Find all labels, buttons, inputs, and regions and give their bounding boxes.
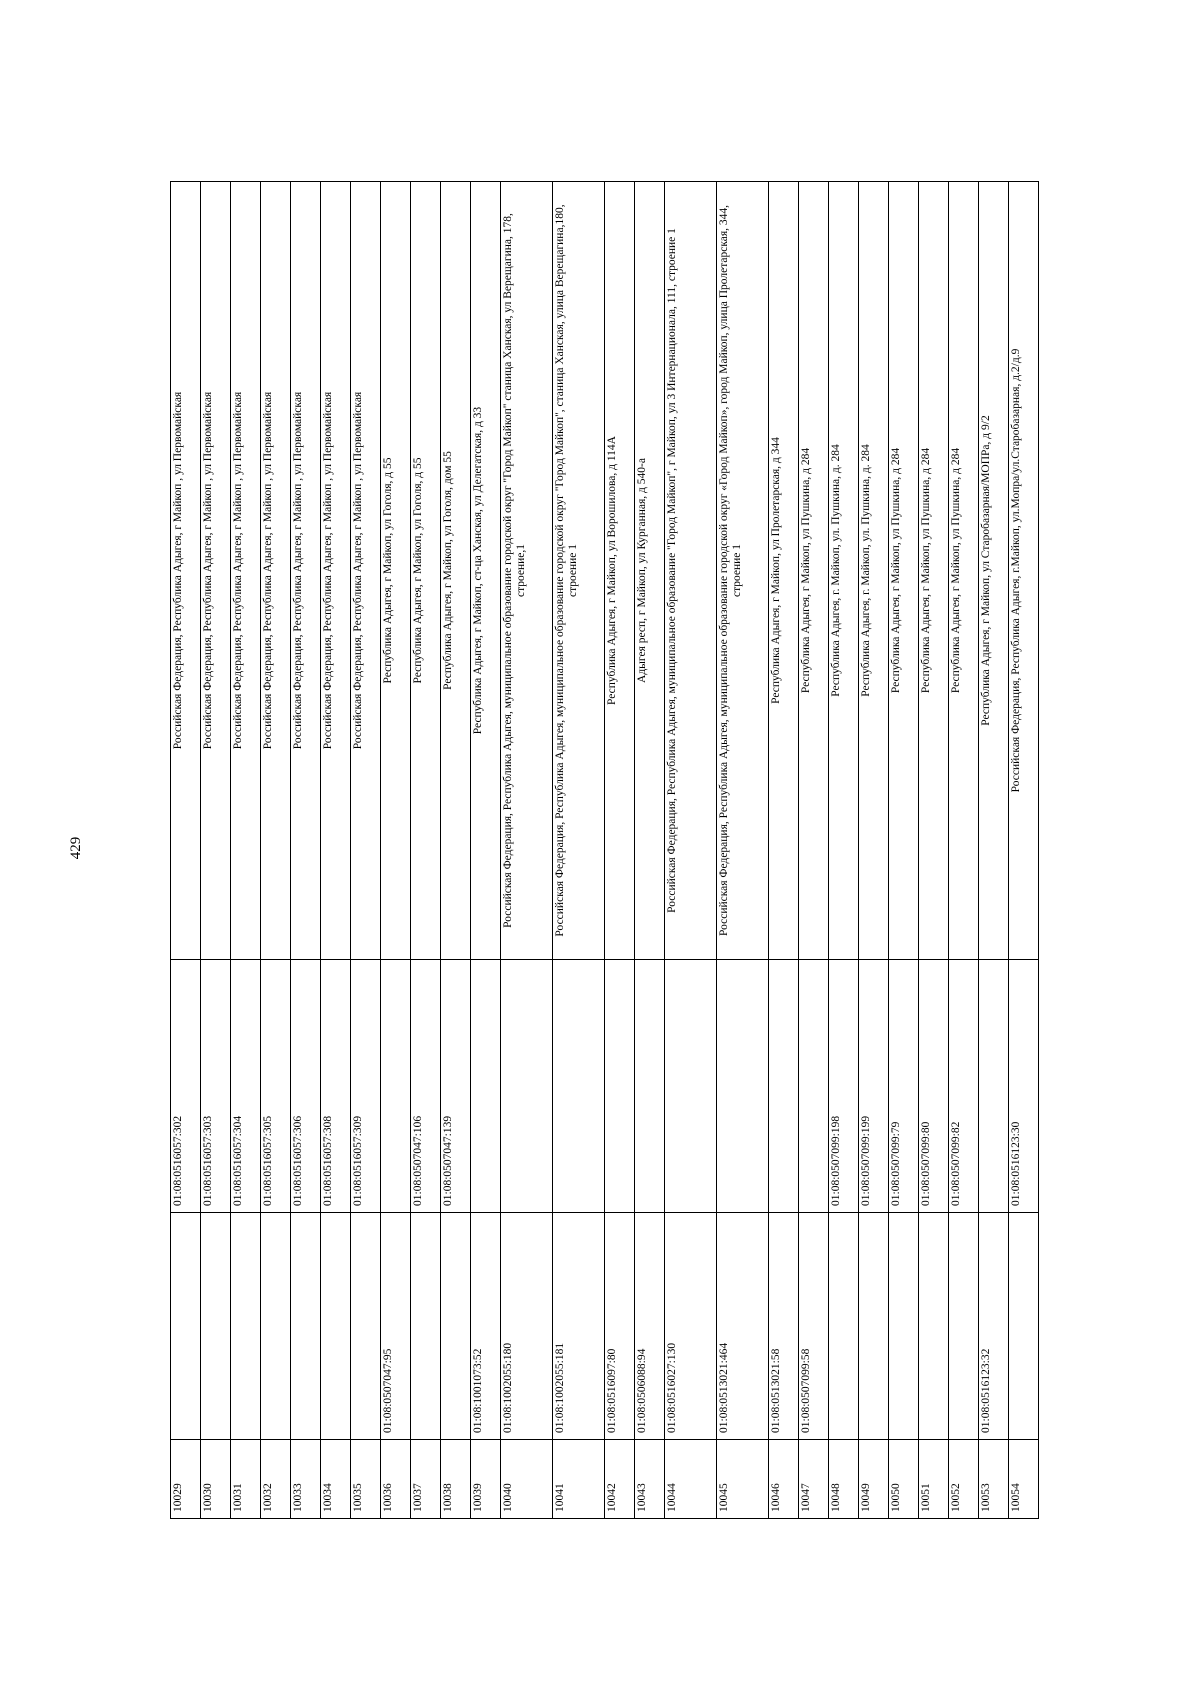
- row-number-cell: 10047: [799, 1440, 829, 1519]
- address-cell: Российская Федерация, Республика Адыгея, г Майкоп , ул Первомайская: [231, 182, 261, 960]
- row-number-cell: 10036: [381, 1440, 411, 1519]
- related-cadastral-number-cell: 01:08:0516057:306: [291, 960, 321, 1213]
- cadastral-number-cell: [411, 1213, 441, 1440]
- address-cell: Республика Адыгея, г Майкоп, ул Пролетарская, д 344: [769, 182, 799, 960]
- table-row: [635, 182, 665, 1519]
- table-row: [979, 182, 1009, 1519]
- row-number-cell: 10054: [1009, 1440, 1039, 1519]
- row-number-cell: 10033: [291, 1440, 321, 1519]
- page-number: 429: [68, 836, 84, 860]
- cadastral-number-cell: 01:08:0516123:32: [979, 1213, 1009, 1440]
- row-number-cell: 10038: [441, 1440, 471, 1519]
- table-row: [471, 182, 501, 1519]
- table-row: [605, 182, 635, 1519]
- row-number-cell: 10049: [859, 1440, 889, 1519]
- cadastral-number-cell: [261, 1213, 291, 1440]
- address-cell: Российская Федерация, Республика Адыгея, г.Майкоп, ул.Мопра/ул.Старобазарная, д.2/д.9: [1009, 182, 1039, 960]
- address-cell: Российская Федерация, Республика Адыгея, муниципальное образование городской округ "Город Майкоп" станица Ханская, ул Верещагина, 178, строение,1: [501, 182, 553, 960]
- related-cadastral-number-cell: 01:08:0507047:139: [441, 960, 471, 1213]
- table-row: [291, 182, 321, 1519]
- row-number-cell: 10029: [171, 1440, 201, 1519]
- table-row: [889, 182, 919, 1519]
- row-number-cell: 10043: [635, 1440, 665, 1519]
- address-cell: Республика Адыгея, г Майкоп, ул Ворошилова, д 114А: [605, 182, 635, 960]
- related-cadastral-number-cell: [769, 960, 799, 1213]
- related-cadastral-number-cell: [979, 960, 1009, 1213]
- cadastral-number-cell: [201, 1213, 231, 1440]
- cadastral-number-cell: [1009, 1213, 1039, 1440]
- table-row: [949, 182, 979, 1519]
- table-row: [501, 182, 553, 1519]
- related-cadastral-number-cell: 01:08:0516057:302: [171, 960, 201, 1213]
- row-number-cell: 10045: [717, 1440, 769, 1519]
- address-cell: Республика Адыгея, г Майкоп, ул Пушкина, д 284: [799, 182, 829, 960]
- address-cell: Российская Федерация, Республика Адыгея, г Майкоп , ул Первомайская: [171, 182, 201, 960]
- registry-table: [170, 181, 1039, 1519]
- row-number-cell: 10050: [889, 1440, 919, 1519]
- address-cell: Республика Адыгея, г Майкоп, ул Старобазарная/МОПРа, д 9/2: [979, 182, 1009, 960]
- cadastral-number-cell: [829, 1213, 859, 1440]
- related-cadastral-number-cell: [799, 960, 829, 1213]
- table-row: [769, 182, 799, 1519]
- table-row: [231, 182, 261, 1519]
- cadastral-number-cell: 01:08:0516097:80: [605, 1213, 635, 1440]
- cadastral-number-cell: 01:08:0507099:58: [799, 1213, 829, 1440]
- cadastral-number-cell: 01:08:0513021:58: [769, 1213, 799, 1440]
- table-row: [441, 182, 471, 1519]
- row-number-cell: 10052: [949, 1440, 979, 1519]
- row-number-cell: 10046: [769, 1440, 799, 1519]
- table-row: [261, 182, 291, 1519]
- related-cadastral-number-cell: [635, 960, 665, 1213]
- related-cadastral-number-cell: 01:08:0507047:106: [411, 960, 441, 1213]
- address-cell: Адыгея респ, г Майкоп, ул Курганная, д 540-а: [635, 182, 665, 960]
- row-number-cell: 10030: [201, 1440, 231, 1519]
- table-row: [171, 182, 201, 1519]
- related-cadastral-number-cell: [605, 960, 635, 1213]
- table-row: [351, 182, 381, 1519]
- related-cadastral-number-cell: 01:08:0516057:303: [201, 960, 231, 1213]
- cadastral-number-cell: 01:08:1001073:52: [471, 1213, 501, 1440]
- cadastral-number-cell: [351, 1213, 381, 1440]
- cadastral-number-cell: 01:08:0506088:94: [635, 1213, 665, 1440]
- table-row: [381, 182, 411, 1519]
- cadastral-number-cell: [291, 1213, 321, 1440]
- related-cadastral-number-cell: 01:08:0507099:82: [949, 960, 979, 1213]
- cadastral-number-cell: [441, 1213, 471, 1440]
- row-number-cell: 10031: [231, 1440, 261, 1519]
- related-cadastral-number-cell: 01:08:0516123:30: [1009, 960, 1039, 1213]
- registry-table-body: [171, 182, 1039, 1519]
- address-cell: Республика Адыгея, г Майкоп, ул Гоголя, д 55: [411, 182, 441, 960]
- rotated-table-wrapper: [170, 181, 1050, 1519]
- related-cadastral-number-cell: [665, 960, 717, 1213]
- table-row: [665, 182, 717, 1519]
- cadastral-number-cell: 01:08:1002055:181: [553, 1213, 605, 1440]
- related-cadastral-number-cell: 01:08:0516057:304: [231, 960, 261, 1213]
- cadastral-number-cell: [859, 1213, 889, 1440]
- table-row: [919, 182, 949, 1519]
- row-number-cell: 10042: [605, 1440, 635, 1519]
- table-row: [201, 182, 231, 1519]
- cadastral-number-cell: [919, 1213, 949, 1440]
- cadastral-number-cell: [321, 1213, 351, 1440]
- cadastral-number-cell: 01:08:0507047:95: [381, 1213, 411, 1440]
- address-cell: Республика Адыгея, г Майкоп, ул Пушкина, д 284: [889, 182, 919, 960]
- related-cadastral-number-cell: 01:08:0507099:79: [889, 960, 919, 1213]
- address-cell: Республика Адыгея, г. Майкоп, ул. Пушкина, д. 284: [829, 182, 859, 960]
- related-cadastral-number-cell: [553, 960, 605, 1213]
- address-cell: Республика Адыгея, г Майкоп, ул Гоголя, дом 55: [441, 182, 471, 960]
- table-row: [717, 182, 769, 1519]
- related-cadastral-number-cell: 01:08:0507099:80: [919, 960, 949, 1213]
- address-cell: Республика Адыгея, г Майкоп, ул Пушкина, д 284: [919, 182, 949, 960]
- address-cell: Республика Адыгея, г Майкоп, ул Гоголя, д 55: [381, 182, 411, 960]
- row-number-cell: 10048: [829, 1440, 859, 1519]
- address-cell: Российская Федерация, Республика Адыгея, муниципальное образование городской округ «Город Майкоп», город Майкоп, улица Пролетарская, 344, строение 1: [717, 182, 769, 960]
- cadastral-number-cell: [171, 1213, 201, 1440]
- related-cadastral-number-cell: [381, 960, 411, 1213]
- related-cadastral-number-cell: 01:08:0516057:305: [261, 960, 291, 1213]
- address-cell: Республика Адыгея, г Майкоп, ул Пушкина, д 284: [949, 182, 979, 960]
- row-number-cell: 10034: [321, 1440, 351, 1519]
- cadastral-number-cell: 01:08:0513021:464: [717, 1213, 769, 1440]
- related-cadastral-number-cell: [717, 960, 769, 1213]
- row-number-cell: 10044: [665, 1440, 717, 1519]
- row-number-cell: 10037: [411, 1440, 441, 1519]
- related-cadastral-number-cell: [501, 960, 553, 1213]
- related-cadastral-number-cell: 01:08:0516057:308: [321, 960, 351, 1213]
- table-row: [859, 182, 889, 1519]
- address-cell: Российская Федерация, Республика Адыгея, г Майкоп , ул Первомайская: [351, 182, 381, 960]
- related-cadastral-number-cell: 01:08:0516057:309: [351, 960, 381, 1213]
- address-cell: Республика Адыгея, г. Майкоп, ул. Пушкина, д. 284: [859, 182, 889, 960]
- address-cell: Российская Федерация, Республика Адыгея, г Майкоп , ул Первомайская: [261, 182, 291, 960]
- table-row: [321, 182, 351, 1519]
- row-number-cell: 10035: [351, 1440, 381, 1519]
- cadastral-number-cell: 01:08:1002055:180: [501, 1213, 553, 1440]
- address-cell: Российская Федерация, Республика Адыгея, муниципальное образование городской округ "Город Майкоп", станица Ханская, улица Верещагина,180, строение 1: [553, 182, 605, 960]
- related-cadastral-number-cell: 01:08:0507099:198: [829, 960, 859, 1213]
- cadastral-number-cell: [231, 1213, 261, 1440]
- cadastral-number-cell: [949, 1213, 979, 1440]
- address-cell: Российская Федерация, Республика Адыгея, г Майкоп , ул Первомайская: [201, 182, 231, 960]
- cadastral-number-cell: [889, 1213, 919, 1440]
- address-cell: Российская Федерация, Республика Адыгея, муниципальное образование "Город Майкоп", г Майкоп, ул 3 Интернационала, 111, строение 1: [665, 182, 717, 960]
- row-number-cell: 10051: [919, 1440, 949, 1519]
- row-number-cell: 10041: [553, 1440, 605, 1519]
- table-row: [1009, 182, 1039, 1519]
- row-number-cell: 10040: [501, 1440, 553, 1519]
- cadastral-number-cell: 01:08:0516027:130: [665, 1213, 717, 1440]
- row-number-cell: 10039: [471, 1440, 501, 1519]
- address-cell: Российская Федерация, Республика Адыгея, г Майкоп , ул Первомайская: [291, 182, 321, 960]
- table-row: [411, 182, 441, 1519]
- table-row: [829, 182, 859, 1519]
- row-number-cell: 10032: [261, 1440, 291, 1519]
- related-cadastral-number-cell: 01:08:0507099:199: [859, 960, 889, 1213]
- table-row: [553, 182, 605, 1519]
- address-cell: Российская Федерация, Республика Адыгея, г Майкоп , ул Первомайская: [321, 182, 351, 960]
- address-cell: Республика Адыгея, г Майкоп, ст-ца Ханская, ул Делегатская, д 33: [471, 182, 501, 960]
- table-row: [799, 182, 829, 1519]
- row-number-cell: 10053: [979, 1440, 1009, 1519]
- related-cadastral-number-cell: [471, 960, 501, 1213]
